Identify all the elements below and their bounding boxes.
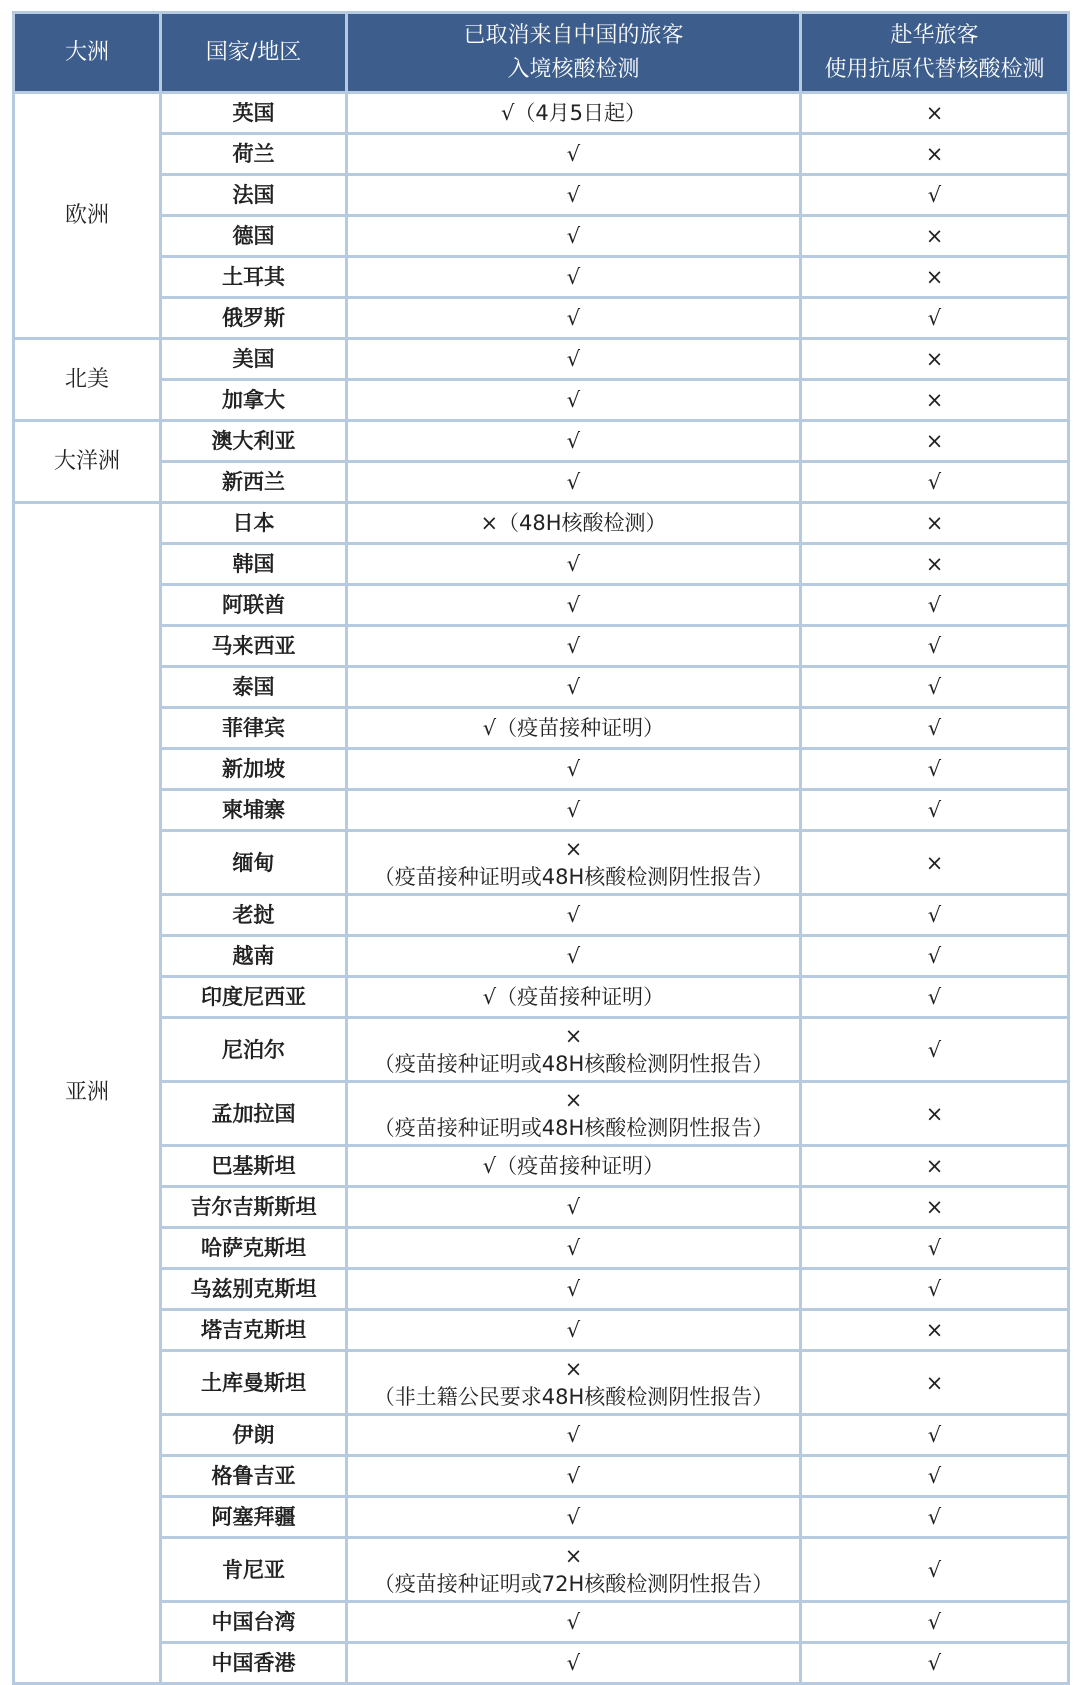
table-row xyxy=(14,667,1069,708)
cancelled-testing-status: × xyxy=(564,1356,583,1381)
country-cell: 吉尔吉斯斯坦 xyxy=(161,1187,347,1228)
table-row xyxy=(14,831,1069,895)
cancelled-testing-status: × xyxy=(564,1087,583,1112)
travel-policy-table xyxy=(12,11,1070,1685)
antigen-replacement-cell: √ xyxy=(801,790,1069,831)
table-row xyxy=(14,134,1069,175)
header-row xyxy=(14,13,1069,93)
cancelled-testing-cell: √（疫苗接种证明） xyxy=(347,1146,801,1187)
antigen-replacement-cell: × xyxy=(801,339,1069,380)
table-row xyxy=(14,298,1069,339)
cancelled-testing-status: × xyxy=(564,836,583,861)
cancelled-testing-cell: √（疫苗接种证明） xyxy=(347,977,801,1018)
cancelled-testing-cell xyxy=(347,1082,801,1146)
table-row xyxy=(14,1538,1069,1602)
cancelled-testing-note: （非土籍公民要求48H核酸检测阴性报告） xyxy=(373,1384,774,1409)
country-cell: 印度尼西亚 xyxy=(161,977,347,1018)
country-cell: 老挝 xyxy=(161,895,347,936)
cancelled-testing-cell xyxy=(347,1538,801,1602)
table-row xyxy=(14,421,1069,462)
cancelled-testing-cell xyxy=(347,1018,801,1082)
country-cell: 中国台湾 xyxy=(161,1602,347,1643)
table-row xyxy=(14,1602,1069,1643)
header-antigen-line1: 赴华旅客 xyxy=(890,22,979,48)
country-cell: 格鲁吉亚 xyxy=(161,1456,347,1497)
table-row xyxy=(14,257,1069,298)
country-cell: 越南 xyxy=(161,936,347,977)
country-cell: 中国香港 xyxy=(161,1643,347,1684)
table-row xyxy=(14,1187,1069,1228)
table-row xyxy=(14,1228,1069,1269)
table-row xyxy=(14,339,1069,380)
antigen-replacement-cell: √ xyxy=(801,708,1069,749)
cancelled-testing-cell: √ xyxy=(347,421,801,462)
cancelled-testing-cell: √（4月5日起） xyxy=(347,93,801,134)
antigen-replacement-cell: √ xyxy=(801,298,1069,339)
table-row xyxy=(14,175,1069,216)
cancelled-testing-cell: √ xyxy=(347,1187,801,1228)
country-cell: 孟加拉国 xyxy=(161,1082,347,1146)
country-cell: 菲律宾 xyxy=(161,708,347,749)
table-row xyxy=(14,708,1069,749)
antigen-replacement-cell: √ xyxy=(801,1228,1069,1269)
continent-cell-north-america: 北美 xyxy=(14,339,161,421)
cancelled-testing-cell: √ xyxy=(347,1310,801,1351)
country-cell: 土耳其 xyxy=(161,257,347,298)
antigen-replacement-cell: × xyxy=(801,1187,1069,1228)
cancelled-testing-cell: √ xyxy=(347,134,801,175)
antigen-replacement-cell: √ xyxy=(801,936,1069,977)
cancelled-testing-cell: √ xyxy=(347,667,801,708)
antigen-replacement-cell: √ xyxy=(801,175,1069,216)
cancelled-testing-cell: √ xyxy=(347,790,801,831)
table-row xyxy=(14,1018,1069,1082)
cancelled-testing-note: （疫苗接种证明或72H核酸检测阴性报告） xyxy=(373,1571,774,1596)
antigen-replacement-cell: √ xyxy=(801,585,1069,626)
antigen-replacement-cell: √ xyxy=(801,1415,1069,1456)
country-cell: 日本 xyxy=(161,503,347,544)
country-cell: 塔吉克斯坦 xyxy=(161,1310,347,1351)
table-row xyxy=(14,895,1069,936)
table-row xyxy=(14,790,1069,831)
cancelled-testing-cell: √ xyxy=(347,1602,801,1643)
continent-cell-europe: 欧洲 xyxy=(14,93,161,339)
country-cell: 缅甸 xyxy=(161,831,347,895)
antigen-replacement-cell: √ xyxy=(801,1269,1069,1310)
table-row xyxy=(14,503,1069,544)
antigen-replacement-cell: √ xyxy=(801,1538,1069,1602)
antigen-replacement-cell: × xyxy=(801,1351,1069,1415)
country-cell: 阿联酋 xyxy=(161,585,347,626)
cancelled-testing-cell: √ xyxy=(347,749,801,790)
antigen-replacement-cell: × xyxy=(801,134,1069,175)
antigen-replacement-cell: × xyxy=(801,1146,1069,1187)
cancelled-testing-cell: √ xyxy=(347,462,801,503)
cancelled-testing-cell: ×（48H核酸检测） xyxy=(347,503,801,544)
table-row xyxy=(14,1415,1069,1456)
header-cancelled-testing-line2: 入境核酸检测 xyxy=(507,56,640,82)
antigen-replacement-cell: × xyxy=(801,380,1069,421)
cancelled-testing-note: （疫苗接种证明或48H核酸检测阴性报告） xyxy=(373,1051,774,1076)
country-cell: 巴基斯坦 xyxy=(161,1146,347,1187)
antigen-replacement-cell: √ xyxy=(801,895,1069,936)
country-cell: 肯尼亚 xyxy=(161,1538,347,1602)
country-cell: 法国 xyxy=(161,175,347,216)
antigen-replacement-cell: √ xyxy=(801,1018,1069,1082)
table-row xyxy=(14,93,1069,134)
table-row xyxy=(14,977,1069,1018)
country-cell: 乌兹别克斯坦 xyxy=(161,1269,347,1310)
antigen-replacement-cell: × xyxy=(801,831,1069,895)
cancelled-testing-cell xyxy=(347,1351,801,1415)
header-continent: 大洲 xyxy=(14,13,161,93)
cancelled-testing-cell: √ xyxy=(347,380,801,421)
antigen-replacement-cell: × xyxy=(801,257,1069,298)
cancelled-testing-cell: √ xyxy=(347,1497,801,1538)
antigen-replacement-cell: × xyxy=(801,216,1069,257)
table-row xyxy=(14,1146,1069,1187)
cancelled-testing-note: （疫苗接种证明或48H核酸检测阴性报告） xyxy=(373,864,774,889)
table-row xyxy=(14,749,1069,790)
table-row xyxy=(14,1082,1069,1146)
antigen-replacement-cell: √ xyxy=(801,626,1069,667)
antigen-replacement-cell: × xyxy=(801,1310,1069,1351)
antigen-replacement-cell: × xyxy=(801,1082,1069,1146)
cancelled-testing-cell: √ xyxy=(347,1228,801,1269)
antigen-replacement-cell: √ xyxy=(801,462,1069,503)
table-row xyxy=(14,1643,1069,1684)
table-row xyxy=(14,1310,1069,1351)
antigen-replacement-cell: × xyxy=(801,421,1069,462)
cancelled-testing-cell: √ xyxy=(347,585,801,626)
cancelled-testing-cell: √ xyxy=(347,895,801,936)
antigen-replacement-cell: √ xyxy=(801,749,1069,790)
table-header xyxy=(14,13,1069,93)
antigen-replacement-cell: √ xyxy=(801,667,1069,708)
table-row xyxy=(14,216,1069,257)
country-cell: 新加坡 xyxy=(161,749,347,790)
header-antigen-replacement xyxy=(801,13,1069,93)
table-row xyxy=(14,626,1069,667)
cancelled-testing-cell xyxy=(347,831,801,895)
cancelled-testing-cell: √ xyxy=(347,175,801,216)
cancelled-testing-cell: √ xyxy=(347,257,801,298)
cancelled-testing-cell: √ xyxy=(347,1456,801,1497)
header-cancelled-testing-line1: 已取消来自中国的旅客 xyxy=(463,22,684,48)
header-country: 国家/地区 xyxy=(161,13,347,93)
country-cell: 德国 xyxy=(161,216,347,257)
country-cell: 韩国 xyxy=(161,544,347,585)
country-cell: 加拿大 xyxy=(161,380,347,421)
continent-cell-oceania: 大洋洲 xyxy=(14,421,161,503)
antigen-replacement-cell: √ xyxy=(801,1643,1069,1684)
country-cell: 俄罗斯 xyxy=(161,298,347,339)
travel-policy-table-container xyxy=(12,11,1070,1685)
antigen-replacement-cell: √ xyxy=(801,1602,1069,1643)
antigen-replacement-cell: × xyxy=(801,93,1069,134)
header-cancelled-testing xyxy=(347,13,801,93)
country-cell: 美国 xyxy=(161,339,347,380)
table-row xyxy=(14,1456,1069,1497)
country-cell: 柬埔寨 xyxy=(161,790,347,831)
country-cell: 哈萨克斯坦 xyxy=(161,1228,347,1269)
continent-cell-asia: 亚洲 xyxy=(14,503,161,1684)
cancelled-testing-status: × xyxy=(564,1543,583,1568)
cancelled-testing-cell: √ xyxy=(347,544,801,585)
cancelled-testing-cell: √ xyxy=(347,339,801,380)
table-row xyxy=(14,1351,1069,1415)
table-row xyxy=(14,1497,1069,1538)
country-cell: 伊朗 xyxy=(161,1415,347,1456)
header-antigen-line2: 使用抗原代替核酸检测 xyxy=(824,56,1045,82)
table-row xyxy=(14,1269,1069,1310)
cancelled-testing-cell: √ xyxy=(347,936,801,977)
cancelled-testing-cell: √ xyxy=(347,626,801,667)
cancelled-testing-cell: √ xyxy=(347,1415,801,1456)
cancelled-testing-cell: √ xyxy=(347,298,801,339)
antigen-replacement-cell: × xyxy=(801,503,1069,544)
table-row xyxy=(14,462,1069,503)
table-row xyxy=(14,544,1069,585)
table-row xyxy=(14,380,1069,421)
country-cell: 新西兰 xyxy=(161,462,347,503)
table-body xyxy=(14,93,1069,1684)
country-cell: 尼泊尔 xyxy=(161,1018,347,1082)
antigen-replacement-cell: √ xyxy=(801,1497,1069,1538)
country-cell: 马来西亚 xyxy=(161,626,347,667)
country-cell: 英国 xyxy=(161,93,347,134)
country-cell: 土库曼斯坦 xyxy=(161,1351,347,1415)
country-cell: 澳大利亚 xyxy=(161,421,347,462)
cancelled-testing-cell: √ xyxy=(347,1643,801,1684)
cancelled-testing-cell: √ xyxy=(347,216,801,257)
cancelled-testing-cell: √ xyxy=(347,1269,801,1310)
antigen-replacement-cell: × xyxy=(801,544,1069,585)
country-cell: 泰国 xyxy=(161,667,347,708)
antigen-replacement-cell: √ xyxy=(801,1456,1069,1497)
table-row xyxy=(14,585,1069,626)
cancelled-testing-cell: √（疫苗接种证明） xyxy=(347,708,801,749)
country-cell: 荷兰 xyxy=(161,134,347,175)
cancelled-testing-note: （疫苗接种证明或48H核酸检测阴性报告） xyxy=(373,1115,774,1140)
table-row xyxy=(14,936,1069,977)
antigen-replacement-cell: √ xyxy=(801,977,1069,1018)
country-cell: 阿塞拜疆 xyxy=(161,1497,347,1538)
cancelled-testing-status: × xyxy=(564,1023,583,1048)
